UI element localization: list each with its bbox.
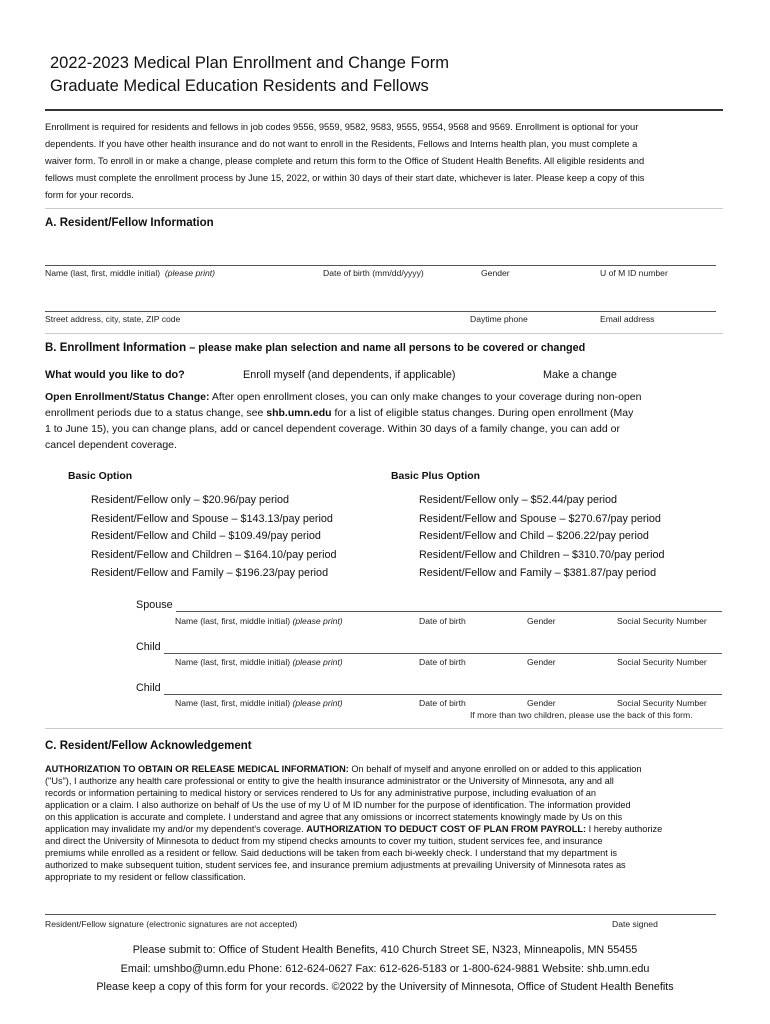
basic-plus-plan-option[interactable]: Resident/Fellow and Child – $206.22/pay period [419, 530, 649, 542]
dep-gender-label: Gender [527, 616, 556, 626]
open-enrollment-line: enrollment periods due to a status change, see shb.umn.edu for a list of eligible status changes. During open enrollment (May [45, 407, 634, 419]
spouse-label: Spouse [136, 599, 173, 611]
intro-line: fellows must complete the enrollment process by June 15, 2022, or within 30 days of their start date, whichever is later. Please keep a copy of this [45, 173, 645, 183]
name-label: Name (last, first, middle initial) (please print) [45, 268, 216, 278]
spouse-entry-line[interactable] [176, 611, 722, 612]
open-enrollment-line: cancel dependent coverage. [45, 439, 177, 451]
auth-line: AUTHORIZATION TO OBTAIN OR RELEASE MEDICAL INFORMATION: On behalf of myself and anyone enrolled on or added to this application [45, 764, 642, 774]
basic-option-heading: Basic Option [68, 471, 133, 482]
dep-ssn-label: Social Security Number [617, 698, 707, 708]
auth-line: application or a claim. I also authorize on behalf of Us the use of my U of M ID number for the purpose of identification. The information provided [45, 800, 631, 810]
auth-line: appropriate to my resident or fellow classification. [45, 872, 246, 882]
dep-name-label: Name (last, first, middle initial) (please print) [175, 698, 343, 708]
gender-label: Gender [481, 268, 510, 278]
open-enrollment-line: Open Enrollment/Status Change: After open enrollment closes, you can only make changes to your coverage during non-open [45, 391, 642, 403]
intro-divider [45, 208, 723, 209]
intro-line: form for your records. [45, 190, 134, 200]
intro-line: Enrollment is required for residents and fellows in job codes 9556, 9559, 9582, 9583, 9555, 9554, 9568 and 9569. Enrollment is optional for your [45, 122, 639, 132]
form-title: 2022-2023 Medical Plan Enrollment and Change Form [50, 54, 449, 72]
section-b-heading: B. Enrollment Information – please make plan selection and name all persons to be covered or changed [45, 342, 586, 354]
dep-ssn-label: Social Security Number [617, 616, 707, 626]
dep-dob-label: Date of birth [419, 616, 466, 626]
child-label: Child [136, 682, 161, 694]
child2-entry-line[interactable] [164, 694, 722, 695]
auth-line: premiums while enrolled as a resident or fellow. Said deductions will be taken from each bi-weekly check. I understand that my department is [45, 848, 617, 858]
info-row2-line[interactable] [45, 311, 716, 312]
auth-line: authorized to make subsequent tuition, student services fee, and insurance premium adjustments at prevailing University of Minnesota rates as [45, 860, 626, 870]
make-change-option[interactable]: Make a change [543, 369, 617, 381]
section-c-heading: C. Resident/Fellow Acknowledgement [45, 740, 252, 752]
signature-label: Resident/Fellow signature (electronic signatures are not accepted) [45, 919, 298, 929]
dep-gender-label: Gender [527, 698, 556, 708]
auth-line: application may invalidate my and/or my dependent's coverage. AUTHORIZATION TO DEDUCT COST OF PLAN FROM PAYROLL: I hereby authorize [45, 824, 663, 834]
intro-line: dependents. If you have other health insurance and do not want to enroll in the Residents, Fellows and Interns health plan, you must complete a [45, 139, 638, 149]
auth-line: ("Us"), I authorize any health care professional or entity to give the health insurance administrator or the University of Minnesota, any and all [45, 776, 614, 786]
intro-line: waiver form. To enroll in or make a change, please complete and return this form to the Office of Student Health Benefits. All eligible residents and [45, 156, 645, 166]
dep-dob-label: Date of birth [419, 698, 466, 708]
child-label: Child [136, 641, 161, 653]
basic-plan-option[interactable]: Resident/Fellow only – $20.96/pay period [91, 494, 290, 506]
basic-plan-option[interactable]: Resident/Fellow and Child – $109.49/pay period [91, 530, 321, 542]
section-b-divider [45, 728, 723, 729]
phone-label: Daytime phone [470, 314, 528, 324]
dob-label: Date of birth (mm/dd/yyyy) [323, 268, 424, 278]
signature-line[interactable] [45, 914, 716, 915]
basic-plus-option-heading: Basic Plus Option [391, 471, 480, 482]
basic-plus-plan-option[interactable]: Resident/Fellow and Spouse – $270.67/pay period [419, 513, 661, 525]
email-label: Email address [600, 314, 655, 324]
basic-plan-option[interactable]: Resident/Fellow and Children – $164.10/pay period [91, 549, 337, 561]
enroll-question: What would you like to do? [45, 369, 185, 381]
more-children-note: If more than two children, please use the back of this form. [470, 710, 693, 720]
footer-copyright: Please keep a copy of this form for your records. ©2022 by the University of Minnesota, Office of Student Health Benefits [96, 981, 674, 993]
basic-plus-plan-option[interactable]: Resident/Fellow only – $52.44/pay period [419, 494, 618, 506]
dep-gender-label: Gender [527, 657, 556, 667]
auth-line: and direct the University of Minnesota to deduct from my stipend checks amounts to cover my tuition, student services fee, and insurance [45, 836, 603, 846]
footer-submit: Please submit to: Office of Student Health Benefits, 410 Church Street SE, N323, Minneapolis, MN 55455 [132, 944, 638, 956]
basic-plan-option[interactable]: Resident/Fellow and Spouse – $143.13/pay period [91, 513, 333, 525]
dep-name-label: Name (last, first, middle initial) (please print) [175, 657, 343, 667]
open-enrollment-line: 1 to June 15), you can change plans, add or cancel dependent coverage. Within 30 days of a family change, you can add or [45, 423, 620, 435]
date-signed-label: Date signed [612, 919, 658, 929]
auth-line: on this application is accurate and complete. I understand and agree that any omissions or incorrect statements knowingly made by Us on this [45, 812, 623, 822]
auth-line: records or information pertaining to medical history or services rendered to Us for any administrative purpose, including evaluation of an [45, 788, 597, 798]
dep-ssn-label: Social Security Number [617, 657, 707, 667]
dep-dob-label: Date of birth [419, 657, 466, 667]
info-row1-line[interactable] [45, 265, 716, 266]
form-subtitle: Graduate Medical Education Residents and Fellows [50, 77, 429, 95]
child1-entry-line[interactable] [164, 653, 722, 654]
enroll-myself-option[interactable]: Enroll myself (and dependents, if applicable) [243, 369, 456, 381]
basic-plus-plan-option[interactable]: Resident/Fellow and Family – $381.87/pay period [419, 567, 657, 579]
basic-plus-plan-option[interactable]: Resident/Fellow and Children – $310.70/pay period [419, 549, 665, 561]
header-divider [45, 109, 723, 111]
basic-plan-option[interactable]: Resident/Fellow and Family – $196.23/pay period [91, 567, 329, 579]
address-label: Street address, city, state, ZIP code [45, 314, 181, 324]
footer-contact: Email: umshbo@umn.edu Phone: 612-624-0627 Fax: 612-626-5183 or 1-800-624-9881 Website: shb.umn.edu [120, 963, 650, 975]
dep-name-label: Name (last, first, middle initial) (please print) [175, 616, 343, 626]
section-a-heading: A. Resident/Fellow Information [45, 217, 214, 229]
shb-link[interactable]: shb.umn.edu [266, 407, 332, 419]
umn-id-label: U of M ID number [600, 268, 668, 278]
section-a-divider [45, 333, 723, 334]
